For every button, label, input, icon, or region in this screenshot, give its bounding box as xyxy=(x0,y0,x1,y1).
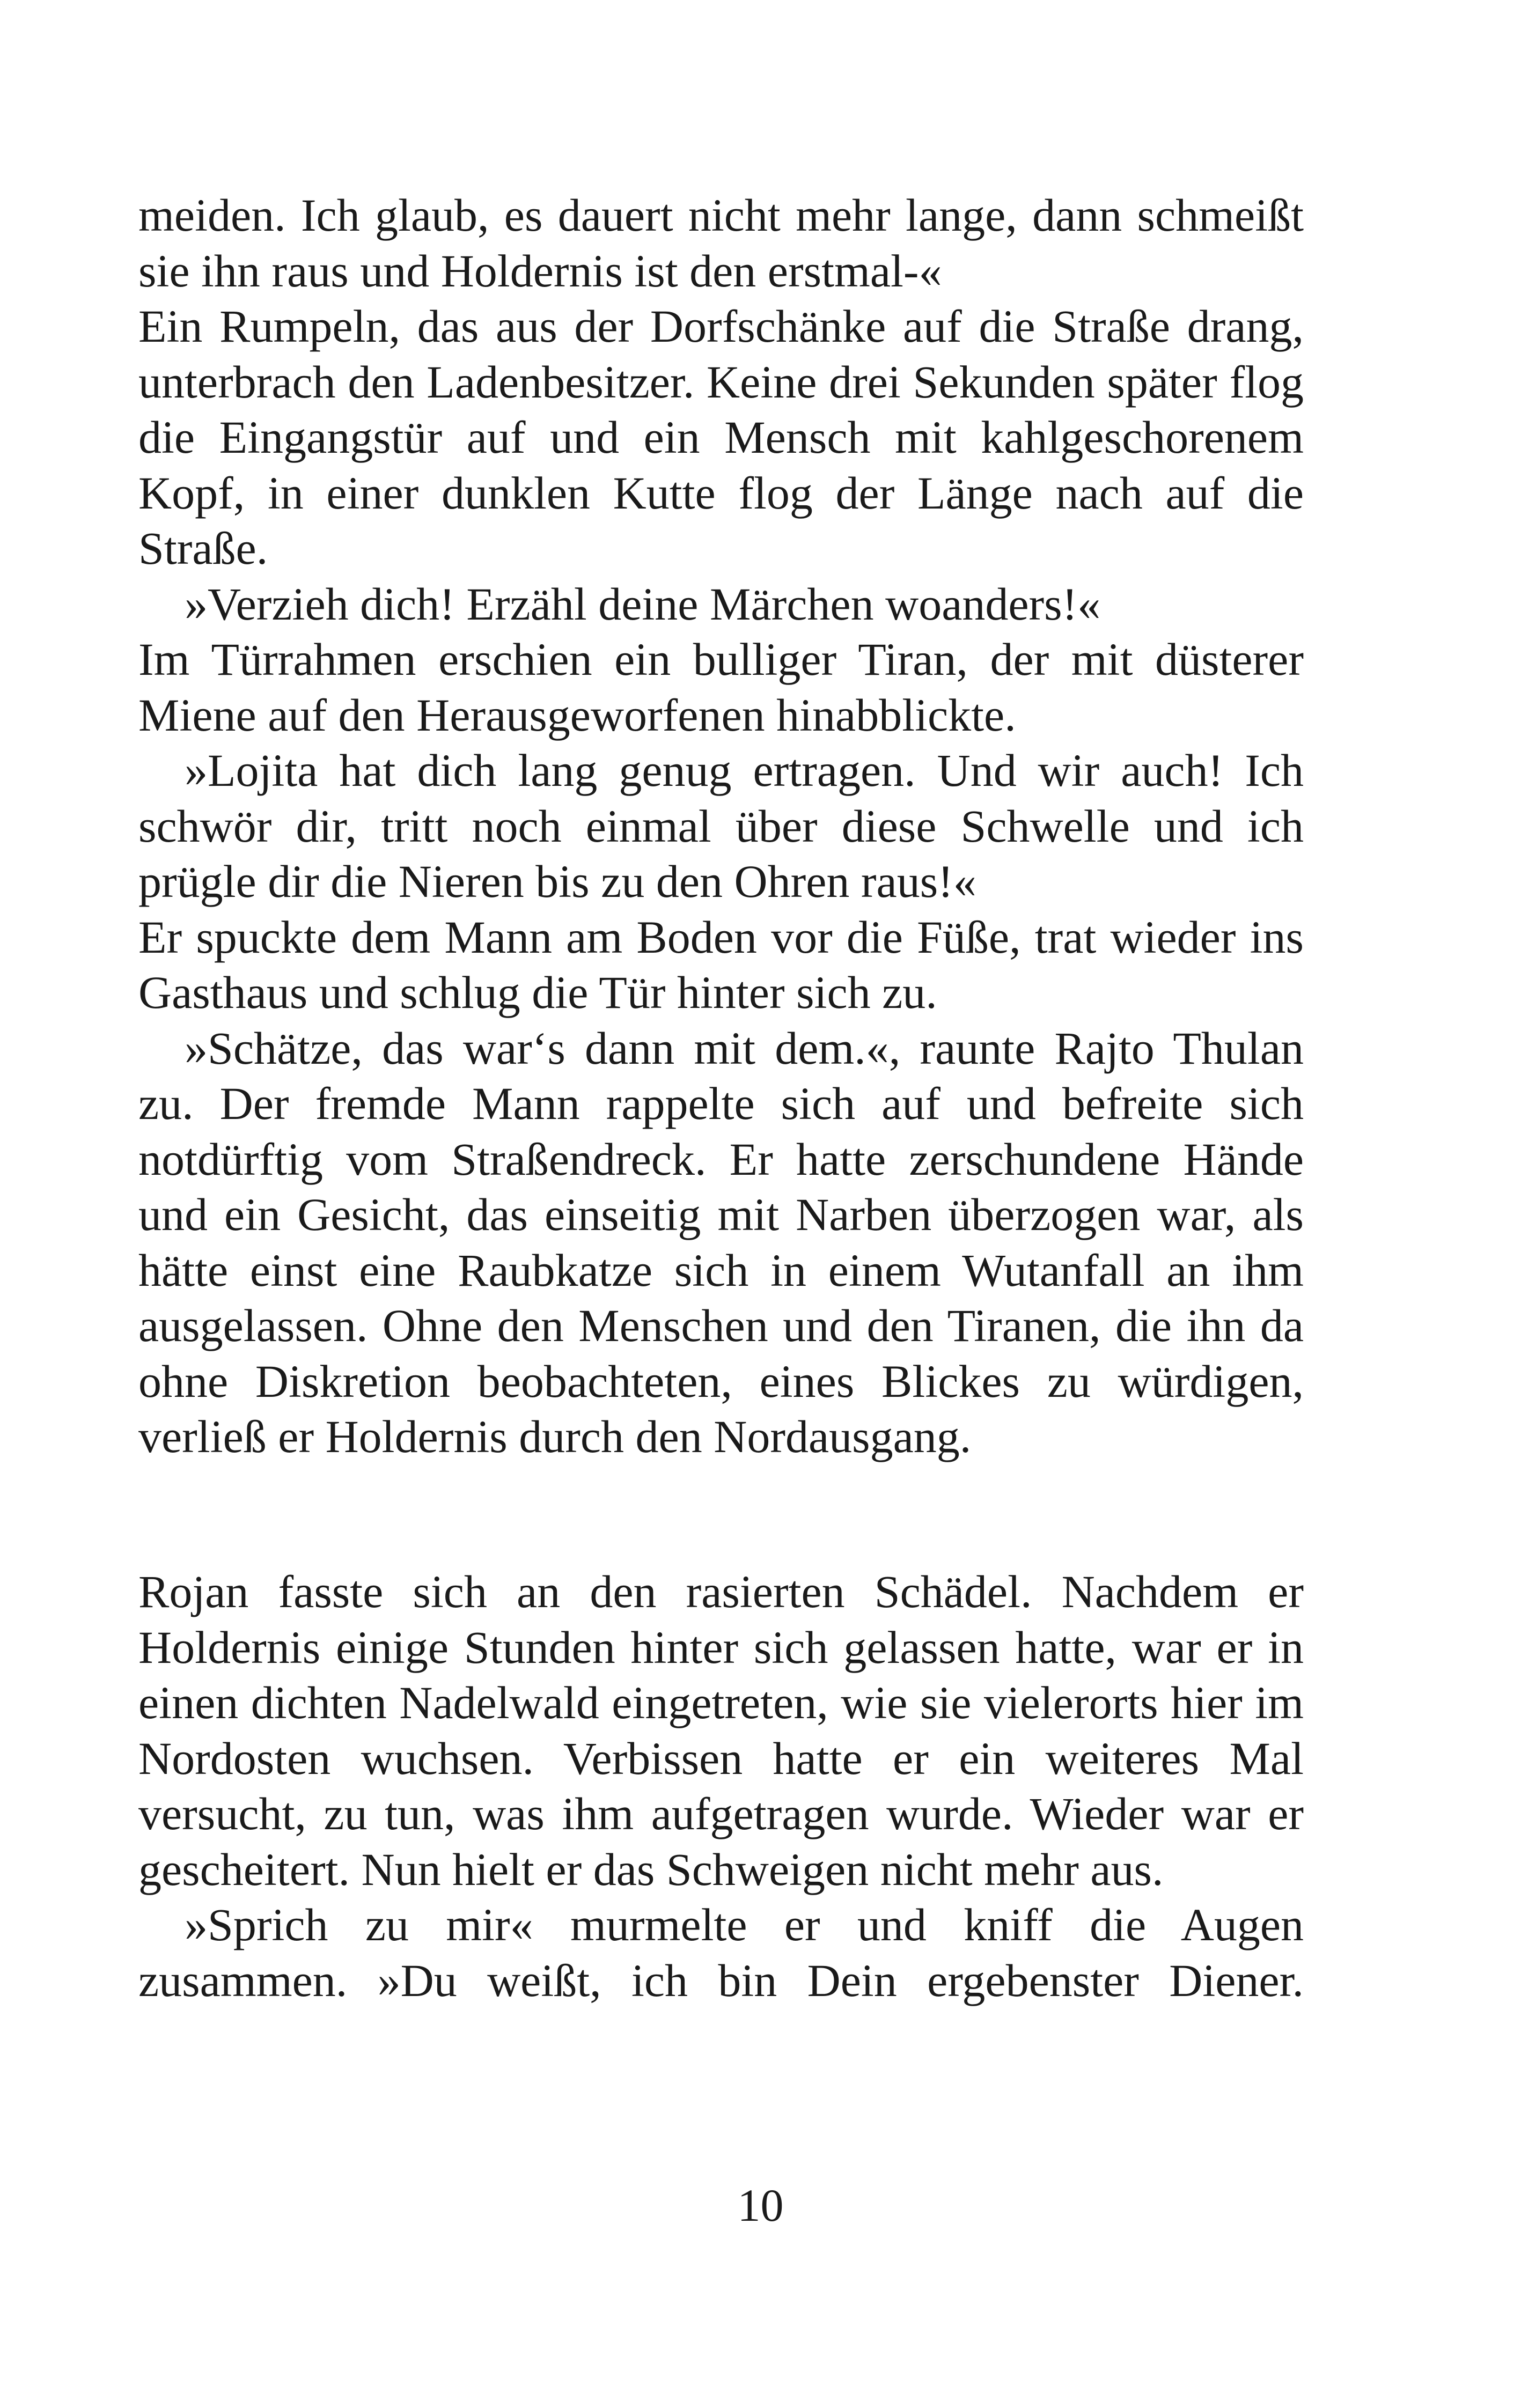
section-one xyxy=(138,188,1304,1465)
paragraph: Im Türrahmen erschien ein bulliger Tiran, der mit düsterer Miene auf den Herausgeworfenen hinabblickte. xyxy=(138,634,1304,741)
paragraph: Er spuckte dem Mann am Boden vor die Füße, trat wieder ins Gasthaus und schlug die Tür hinter sich zu. xyxy=(138,911,1304,1018)
paragraph: Ein Rumpeln, das aus der Dorfschänke auf die Straße drang, unterbrach den Ladenbesitzer. Keine drei Sekunden später flog die Eingangstür auf und ein Mensch mit kahlgeschorenem Kopf, in einer dunklen Kutte flog der Länge nach auf die Straße. xyxy=(138,300,1304,574)
dialogue-paragraph: »Verzieh dich! Erzähl deine Märchen woanders!« xyxy=(185,578,1101,630)
paragraph: Rojan fasste sich an den rasierten Schädel. Nachdem er Holdernis einige Stunden hinter sich gelassen hatte, war er in einen dichten Nadelwald eingetreten, wie sie vielerorts hier im Nordosten wuchsen. Verbissen hatte er ein weiteres Mal versucht, zu tun, was ihm aufgetragen wurde. Wieder war er gescheitert. Nun hielt er das Schweigen nicht mehr aus. xyxy=(138,1566,1304,1895)
dialogue-paragraph: »Lojita hat dich lang genug ertragen. Und wir auch! Ich schwör dir, tritt noch einmal über diese Schwelle und ich prügle dir die Nieren bis zu den Ohren raus!« xyxy=(138,745,1304,907)
dialogue-paragraph: »Sprich zu mir« murmelte er und kniff die Augen zusammen. »Du weißt, ich bin Dein ergebenster Diener. xyxy=(138,1899,1304,2006)
dialogue-paragraph: »Schätze, das war‘s dann mit dem.«, raunte Rajto Thulan zu. Der fremde Mann rappelte sich auf und befreite sich notdürftig vom Straßendreck. Er hatte zerschundene Hände und ein Gesicht, das einseitig mit Narben überzogen war, als hätte einst eine Raubkatze sich in einem Wutanfall an ihm ausgelassen. Ohne den Menschen und den Tiranen, die ihn da ohne Diskretion beobachteten, eines Blickes zu würdigen, verließ er Holdernis durch den Nordausgang. xyxy=(138,1022,1304,1462)
paragraph: meiden. Ich glaub, es dauert nicht mehr lange, dann schmeißt sie ihn raus und Holdernis ist den erstmal-« xyxy=(138,189,1304,297)
page-number: 10 xyxy=(737,2179,784,2231)
section-two xyxy=(138,1564,1304,2008)
